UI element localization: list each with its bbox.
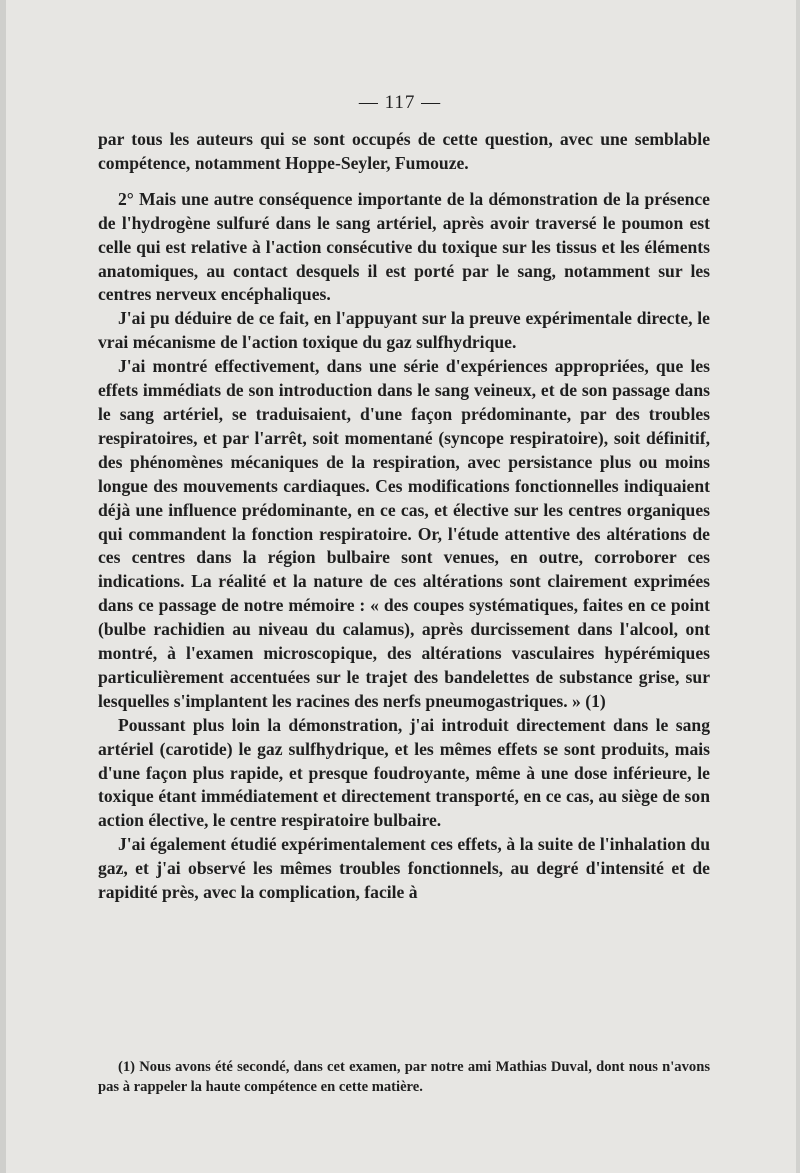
paragraph: Poussant plus loin la démonstration, j'ai introduit directement dans le sang artériel (carotide) le gaz sulfhydrique, et les mêmes effets se sont produits, mais d'une façon plus rapide, et presque foudroyante, même à une dose inférieure, le toxique étant immédiatement et directement transporté, en ce cas, au siège de son action élective, le centre respiratoire bulbaire. <box>98 714 710 831</box>
scan-edge-left <box>0 0 6 1173</box>
scan-edge-right <box>796 0 800 1173</box>
page-number: — 117 — <box>358 92 442 113</box>
paragraph: J'ai montré effectivement, dans une série d'expériences appropriées, que les effets immédiats de son introduction dans le sang veineux, et de son passage dans le sang artériel, se traduisaient, d'une façon prédominante, par des troubles respiratoires, et par l'arrêt, soit momentané (syncope respiratoire), soit définitif, des phénomènes mécaniques de la respiration, avec persistance plus ou moins longue des mouvements cardiaques. Ces modifications fonctionnelles indiquaient déjà une influence prédominante, en ce cas, et élective sur les centres organiques qui commandent la fonction respiratoire. Or, l'étude attentive des altérations de ces centres dans la région bulbaire sont venues, en outre, corroborer ces indications. La réalité et la nature de ces altérations sont clairement exprimées dans ce passage de notre mémoire : « des coupes systématiques, faites en ce point (bulbe rachidien au niveau du calamus), après durcissement dans l'alcool, ont montré, à l'examen microscopique, des altérations vasculaires hypérémiques particulièrement accentuées sur le trajet des bandelettes de substance grise, sur lesquelles s'implantent les racines des nerfs pneumogastriques. » (1) <box>98 356 710 711</box>
paragraph-continuation: par tous les auteurs qui se sont occupés de cette question, avec une semblable compétence, notamment Hoppe-Seyler, Fumouze. <box>98 129 710 173</box>
paragraph: J'ai également étudié expérimentalement ces effets, à la suite de l'inhalation du gaz, et j'ai observé les mêmes troubles fonctionnels, au degré d'intensité et de rapidité près, avec la complication, facile à <box>98 834 710 903</box>
paragraph: J'ai pu déduire de ce fait, en l'appuyant sur la preuve expérimentale directe, le vrai mécanisme de l'action toxique du gaz sulfhydrique. <box>98 308 710 353</box>
footnote-text: (1) Nous avons été secondé, dans cet examen, par notre ami Mathias Duval, dont nous n'avons pas à rappeler la haute compétence en cette matière. <box>98 1059 710 1095</box>
body-text <box>98 128 710 905</box>
footnote <box>98 1057 710 1097</box>
paragraph-section-2: 2° Mais une autre conséquence importante de la démonstration de la présence de l'hydrogène sulfuré dans le sang artériel, après avoir traversé le poumon est celle qui est relative à l'action consécutive du toxique sur les tissus et les éléments anatomiques, au contact desquels il est porté par le sang, notamment sur les centres nerveux encéphaliques. <box>98 188 710 305</box>
